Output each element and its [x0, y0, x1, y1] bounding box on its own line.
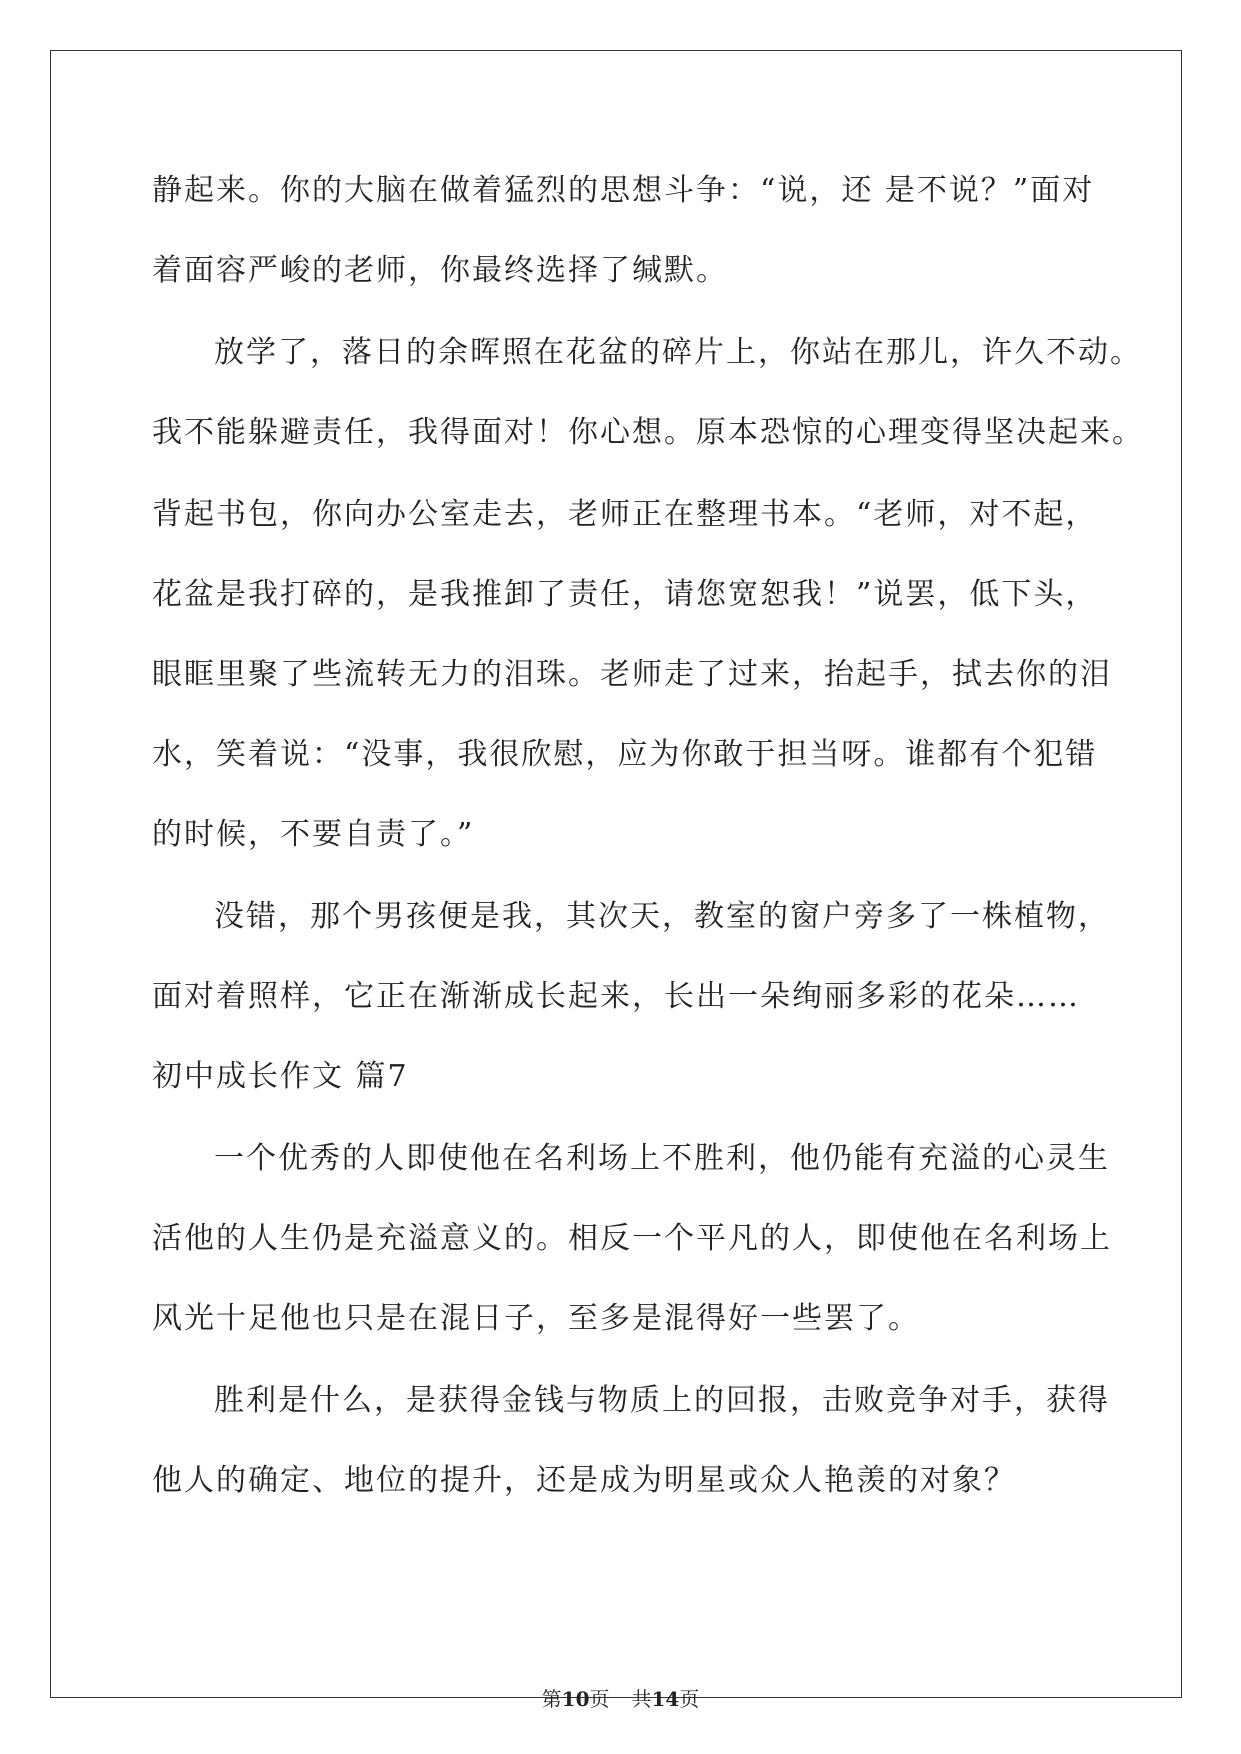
text-line: 水，笑着说：“没事，我很欣慰，应为你敢于担当呀。谁都有个犯错: [152, 737, 1098, 772]
text-line: 花盆是我打碎的，是我推卸了责任，请您宽恕我！”说罢，低下头，: [152, 577, 1098, 612]
text-line: 眼眶里聚了些流转无力的泪珠。老师走了过来，抬起手，拭去你的泪: [152, 657, 1112, 692]
total-suffix: 页: [679, 1687, 700, 1711]
text-line: 背起书包，你向办公室走去，老师正在整理书本。“老师，对不起，: [152, 497, 1098, 532]
page-suffix: 页: [589, 1687, 610, 1711]
paragraph-start-line: 没错，那个男孩便是我，其次天，教室的窗户旁多了一株植物，: [214, 899, 1110, 934]
paragraph-start-line: 放学了，落日的余晖照在花盆的碎片上，你站在那儿，许久不动。: [214, 335, 1142, 370]
paragraph-start-line: 胜利是什么，是获得金钱与物质上的回报，击败竞争对手，获得: [214, 1383, 1110, 1418]
text-line: 着面容严峻的老师，你最终选择了缄默。: [152, 253, 728, 288]
text-line: 活他的人生仍是充溢意义的。相反一个平凡的人，即使他在名利场上: [152, 1221, 1112, 1256]
text-line: 静起来。你的大脑在做着猛烈的思想斗争：“说，还 是不说？”面对: [152, 173, 1095, 208]
text-line: 风光十足他也只是在混日子，至多是混得好一些罢了。: [152, 1301, 920, 1336]
page-footer: [0, 1683, 1241, 1712]
text-line: 他人的确定、地位的提升，还是成为明星或众人艳羡的对象？: [152, 1463, 1016, 1498]
text-line: 我不能躲避责任，我得面对！你心想。原本恐惊的心理变得坚决起来。: [152, 415, 1144, 450]
text-line: 面对着照样，它正在渐渐成长起来，长出一朵绚丽多彩的花朵……: [152, 979, 1080, 1014]
total-prefix: 共: [631, 1687, 652, 1711]
page-number: 10: [561, 1687, 590, 1711]
paragraph-start-line: 一个优秀的人即使他在名利场上不胜利，他仍能有充溢的心灵生: [214, 1141, 1110, 1176]
text-line: 的时候，不要自责了。”: [152, 817, 475, 852]
section-heading: 初中成长作文 篇7: [152, 1059, 409, 1094]
total-pages: 14: [651, 1687, 680, 1711]
page-border: [50, 50, 1182, 1698]
page-prefix: 第: [541, 1687, 562, 1711]
